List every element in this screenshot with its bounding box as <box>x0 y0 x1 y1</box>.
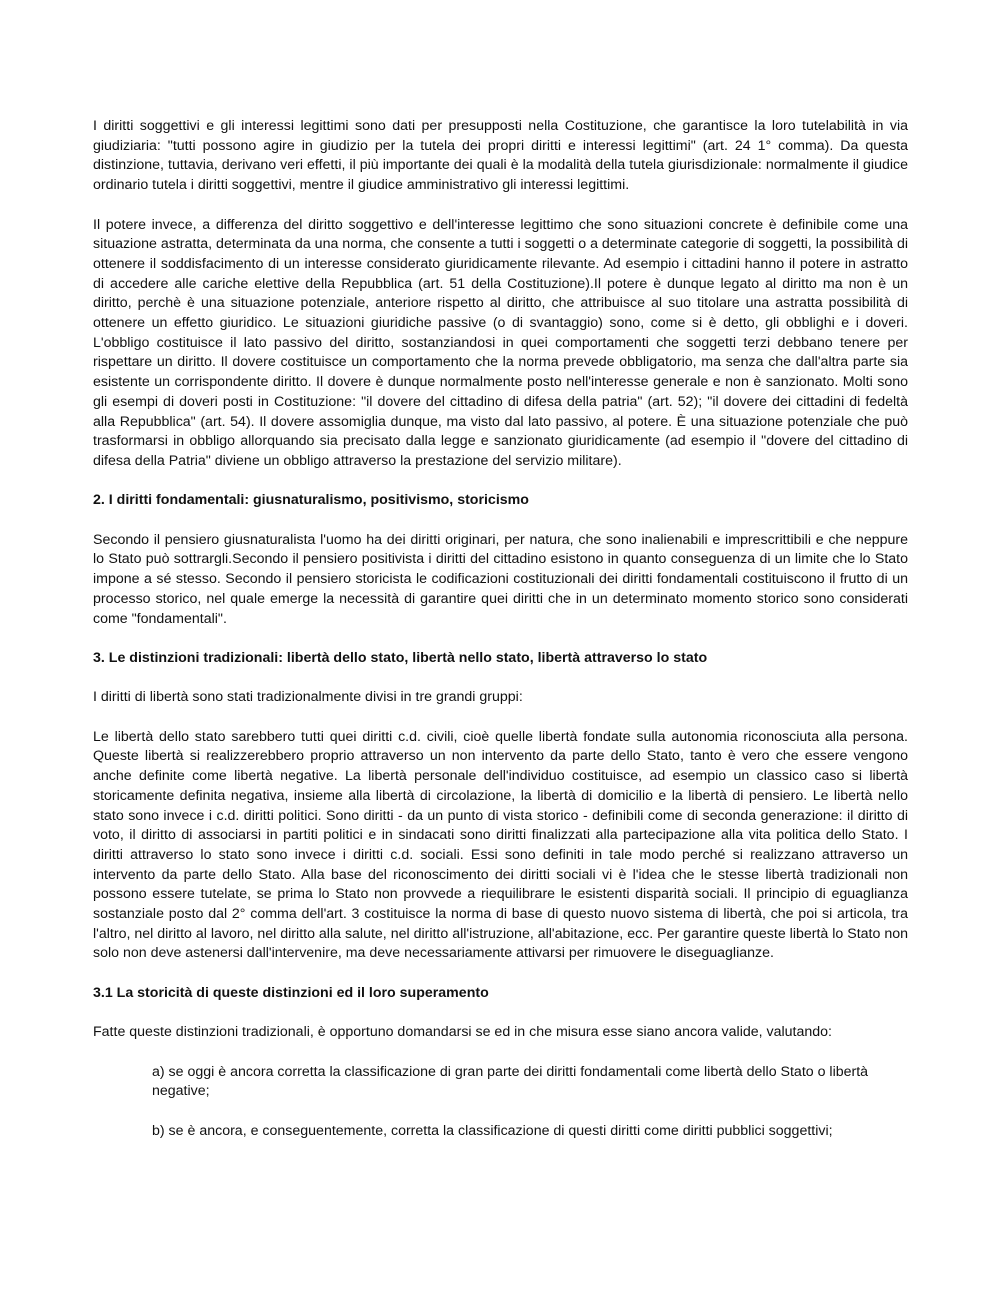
section-heading-3: 3. Le distinzioni tradizionali: libertà dello stato, libertà nello stato, libertà attraverso lo stato <box>93 649 708 666</box>
paragraph-tre-gruppi: I diritti di libertà sono stati tradizionalmente divisi in tre grandi gruppi: <box>93 689 523 706</box>
paragraph-potere: Il potere invece, a differenza del diritto soggettivo e dell'interesse legittimo che sono situazioni concrete è definibile come una situazione astratta, determinata da una norma, che consente a tutti i soggetti o a determinate categorie di soggetti, la possibilità di ottenere il soddisfacimento di un interesse considerato giuridicamente rilevante. Ad esempio i cittadini hanno il potere in astratto di accedere alle cariche elettive della Repubblica (art. 51 della Costituzione).Il potere è dunque legato al diritto ma non è un diritto, perchè è una situazione potenziale, anteriore rispetto al diritto, che attribuisce al suo titolare una astratta possibilità di ottenere un effetto giuridico. Le situazioni giuridiche passive (o di svantaggio) sono, come si è detto, gli obblighi e i doveri. L'obbligo costituisce il lato passivo del diritto, sostanziandosi in quei comportamenti che soggetti terzi debbano tenere per rispettare un diritto. Il dovere costituisce un comportamento che la norma prevede obbligatorio, ma senza che dall'altra parte sia esistente un corrispondente diritto. Il dovere è dunque normalmente posto nell'interesse generale e non è sanzionato. Molti sono gli esempi di doveri posti in Costituzione: "il dovere del cittadino di difesa della patria" (art. 52); "il dovere dei cittadini di fedeltà alla Repubblica" (art. 54). Il dovere assomiglia dunque, ma visto dal lato passivo, al potere. È una situazione potenziale che può trasformarsi in obbligo allorquando sia precisato dalla legge e sanzionato giuridicamente (ad esempio il "dovere del cittadino di difesa della Patria" diviene un obbligo attraverso la prestazione del servizio militare). <box>93 216 908 469</box>
section-heading-3-1: 3.1 La storicità di queste distinzioni ed il loro superamento <box>93 984 489 1001</box>
paragraph-giusnaturalismo: Secondo il pensiero giusnaturalista l'uomo ha dei diritti originari, per natura, che sono inalienabili e imprescrittibili e che neppure lo Stato può sottrargli.Secondo il pensiero positivista i diritti del cittadino esistono in quanto conseguenza di un limite che lo Stato impone a sé stesso. Secondo il pensiero storicista le codificazioni costituzionali dei diritti fondamentali costituiscono il frutto di un processo storico, nel quale emerge la necessità di garantire quei diritti che in un determinato momento storico sono considerati come "fondamentali". <box>93 531 908 627</box>
section-heading-2: 2. I diritti fondamentali: giusnaturalismo, positivismo, storicismo <box>93 492 529 509</box>
paragraph-diritti-soggettivi: I diritti soggettivi e gli interessi legittimi sono dati per presupposti nella Costituzione, che garantisce la loro tutelabilità in via giudiziaria: "tutti possono agire in giudizio per la tutela dei propri diritti e interessi legittimi" (art. 24 1° comma). Da questa distinzione, tuttavia, derivano veri effetti, il più importante dei quali è la modalità della tutela giurisdizionale: normalmente il giudice ordinario tutela i diritti soggettivi, mentre il giudice amministrativo gli interessi legittimi. <box>93 118 908 194</box>
list-item-b: b) se è ancora, e conseguentemente, corretta la classificazione di questi diritti come diritti pubblici soggettivi; <box>152 1122 833 1139</box>
document-page <box>93 117 908 1161</box>
list-item-a: a) se oggi è ancora corretta la classificazione di gran parte dei diritti fondamentali come libertà dello Stato o libertà negative; <box>152 1063 869 1100</box>
paragraph-liberta: Le libertà dello stato sarebbero tutti quei diritti c.d. civili, cioè quelle libertà fondate sulla autonomia riconosciuta alla persona. Queste libertà si realizzerebbero proprio attraverso un non intervento da parte dello Stato, tanto è vero che essere vengono anche definite come libertà negative. La libertà personale dell'individuo costituisce, ad esempio un classico caso si libertà storicamente definita negativa, insieme alla libertà di circolazione, la libertà di domicilio e la libertà di pensiero. Le libertà nello stato sono invece i c.d. diritti politici. Sono diritti - da un punto di vista storico - definibili come di seconda generazione: il diritto di voto, il diritto di associarsi in partiti politici e in sindacati sono diritti finalizzati alla partecipazione alla vita politica dello Stato. I diritti attraverso lo stato sono invece i diritti c.d. sociali. Essi sono definiti in tale modo perché si realizzano attraverso un intervento da parte dello Stato. Alla base del riconoscimento dei diritti sociali vi è l'idea che le stesse libertà tradizionali non possono essere tutelate, se prima lo Stato non provvede a riequilibrare le esistenti disparità sociali. Il principio di eguaglianza sostanziale posto dal 2° comma dell'art. 3 costituisce la norma di base di questo nuovo sistema di libertà, che poi si articola, tra l'altro, nel diritto al lavoro, nel diritto alla salute, nel diritto all'istruzione, all'abitazione, ecc. Per garantire queste libertà lo Stato non solo non deve astenersi dall'intervenire, ma deve necessariamente attivarsi per rimuovere le diseguaglianze. <box>93 728 908 962</box>
paragraph-distinzioni: Fatte queste distinzioni tradizionali, è opportuno domandarsi se ed in che misura esse siano ancora valide, valutando: <box>93 1024 832 1041</box>
